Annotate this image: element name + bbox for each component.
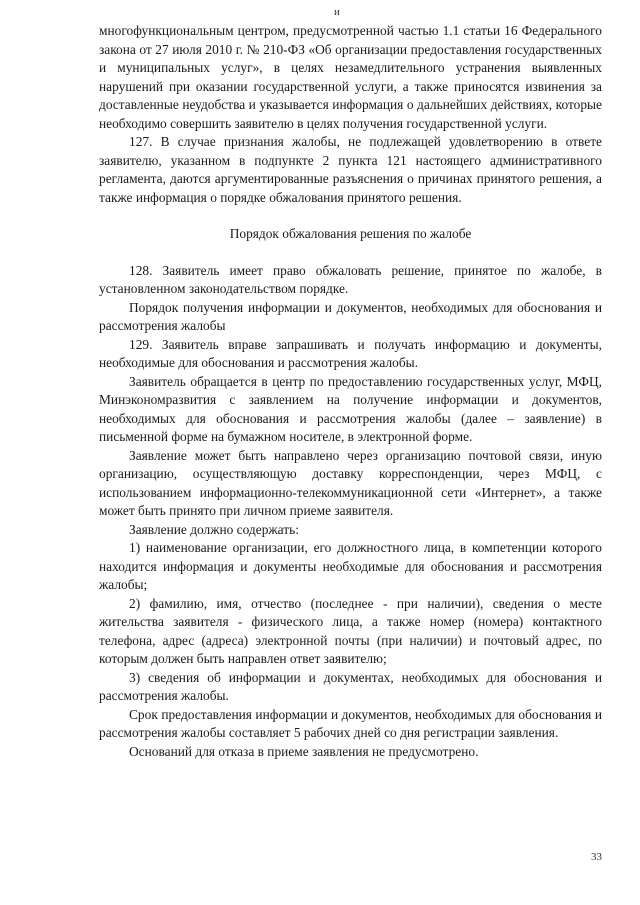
paragraph-129: 129. Заявитель вправе запрашивать и получать информацию и документы, необходимые для обоснования и рассмотрения жалобы. [99,336,602,370]
paragraph-no-refusal: Оснований для отказа в приеме заявления не предусмотрено. [129,743,479,759]
paragraph-applicant-request: Заявитель обращается в центр по предоставлению государственных услуг, МФЦ, Минэкономразвития с заявлением на получение информации и документов, необходимых для обоснования и рассмотрения жалобы (далее – заявление) в письменной форме на бумажном носителе, в электронной форме. [99,373,602,444]
paragraph-128: 128. Заявитель имеет право обжаловать решение, принятое по жалобе, в установленном законодательством порядке. [99,262,602,296]
page-top-mark: и [334,6,340,18]
paragraph-continuation: многофункциональным центром, предусмотренной частью 1.1 статьи 16 Федерального закона от 27 июля 2010 г. № 210-ФЗ «Об организации предоставления государственных и муниципальных услуг», в целях незамедлительного устранения выявленных нарушений при оказании государственной услуги, а также приносятся извинения за доставленные неудобства и указывается информация о дальнейших действиях, которые необходимо совершить заявителю в целях получения государственной услуги. [99,23,602,131]
paragraph-127: 127. В случае признания жалобы, не подлежащей удовлетворению в ответе заявителю, указанном в подпункте 2 пункта 121 настоящего административного регламента, даются аргументированные разъяснения о причинах принятого решения, а также информация о порядке обжалования принятого решения. [99,134,602,205]
list-item-3: 3) сведения об информации и документах, необходимых для обоснования и рассмотрения жалобы. [99,669,602,703]
paragraph-contents-intro: Заявление должно содержать: [129,521,299,537]
section-heading: Порядок обжалования решения по жалобе [229,226,472,241]
paragraph-info-procedure: Порядок получения информации и документов, необходимых для обоснования и рассмотрения жалобы [99,299,602,333]
list-item-2: 2) фамилию, имя, отчество (последнее - при наличии), сведения о месте жительства заявителя - физического лица, а также номер (номера) контактного телефона, адрес (адреса) электронной почты (при наличии) и почтовый адрес, по которым должен быть направлен ответ заявителю; [99,595,602,666]
paragraph-submission-channels: Заявление может быть направлено через организацию почтовой связи, иную организацию, осуществляющую доставку корреспонденции, через МФЦ, с использованием информационно-телекоммуникационной сети «Интернет», а также может быть принято при личном приеме заявителя. [99,447,602,518]
paragraph-deadline: Срок предоставления информации и документов, необходимых для обоснования и рассмотрения жалобы составляет 5 рабочих дней со дня регистрации заявления. [99,706,602,740]
list-item-1: 1) наименование организации, его должностного лица, в компетенции которого находится информация и документы необходимые для обоснования и рассмотрения жалобы; [99,540,602,592]
page-number: 33 [591,851,602,863]
